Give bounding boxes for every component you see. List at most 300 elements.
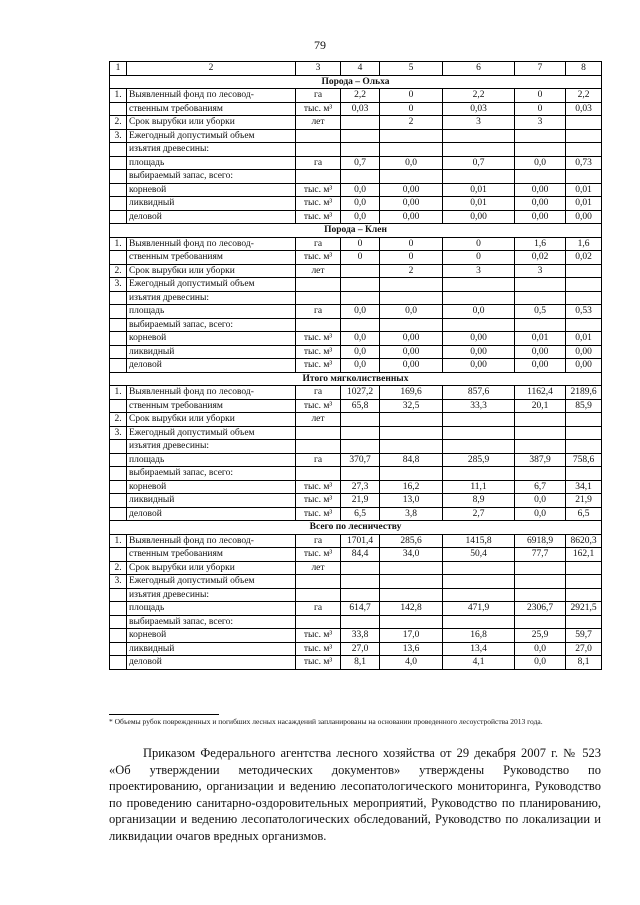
value-cell: 0,7 xyxy=(443,156,515,170)
row-number xyxy=(110,440,127,454)
value-cell xyxy=(443,426,515,440)
row-number xyxy=(110,156,127,170)
value-cell: 0 xyxy=(341,251,380,265)
row-unit xyxy=(296,318,341,332)
value-cell xyxy=(341,278,380,292)
value-cell xyxy=(566,291,602,305)
row-label: площадь xyxy=(127,305,296,319)
value-cell: 0,0 xyxy=(515,156,566,170)
row-number: 3. xyxy=(110,129,127,143)
table-row xyxy=(110,399,602,413)
value-cell: 1162,4 xyxy=(515,386,566,400)
value-cell: 1027,2 xyxy=(341,386,380,400)
value-cell xyxy=(566,588,602,602)
value-cell: 0 xyxy=(443,237,515,251)
value-cell: 0,0 xyxy=(341,305,380,319)
value-cell: 0 xyxy=(515,89,566,103)
row-unit: тыс. м³ xyxy=(296,332,341,346)
row-number xyxy=(110,453,127,467)
table-row xyxy=(110,656,602,670)
value-cell: 0,0 xyxy=(380,156,443,170)
value-cell xyxy=(515,467,566,481)
table-row xyxy=(110,413,602,427)
value-cell xyxy=(341,170,380,184)
value-cell: 16,8 xyxy=(443,629,515,643)
value-cell: 0,00 xyxy=(515,359,566,373)
value-cell: 8620,3 xyxy=(566,534,602,548)
value-cell xyxy=(341,291,380,305)
row-unit: га xyxy=(296,386,341,400)
value-cell: 84,8 xyxy=(380,453,443,467)
row-label: Выявленный фонд по лесовод- xyxy=(127,89,296,103)
value-cell: 0,0 xyxy=(341,345,380,359)
value-cell: 471,9 xyxy=(443,602,515,616)
row-label: Срок вырубки или уборки xyxy=(127,116,296,130)
value-cell xyxy=(566,426,602,440)
row-label: ликвидный xyxy=(127,642,296,656)
value-cell xyxy=(515,440,566,454)
row-label: Выявленный фонд по лесовод- xyxy=(127,534,296,548)
value-cell xyxy=(515,129,566,143)
table-row xyxy=(110,210,602,224)
table-row xyxy=(110,89,602,103)
value-cell xyxy=(566,129,602,143)
value-cell xyxy=(443,561,515,575)
value-cell xyxy=(515,615,566,629)
row-label: деловой xyxy=(127,210,296,224)
value-cell: 0 xyxy=(380,251,443,265)
section-title: Порода – Клен xyxy=(110,224,602,238)
row-number: 1. xyxy=(110,89,127,103)
value-cell xyxy=(380,129,443,143)
row-number: 1. xyxy=(110,386,127,400)
row-unit: га xyxy=(296,602,341,616)
value-cell xyxy=(341,318,380,332)
value-cell xyxy=(380,467,443,481)
value-cell: 2,2 xyxy=(443,89,515,103)
row-number xyxy=(110,332,127,346)
row-number xyxy=(110,251,127,265)
row-unit: тыс. м³ xyxy=(296,656,341,670)
value-cell xyxy=(443,291,515,305)
table-row xyxy=(110,102,602,116)
row-unit: тыс. м³ xyxy=(296,345,341,359)
row-number xyxy=(110,615,127,629)
table-row xyxy=(110,453,602,467)
value-cell xyxy=(341,615,380,629)
value-cell: 142,8 xyxy=(380,602,443,616)
value-cell xyxy=(380,575,443,589)
value-cell: 17,0 xyxy=(380,629,443,643)
row-number xyxy=(110,548,127,562)
value-cell: 16,2 xyxy=(380,480,443,494)
value-cell: 6918,9 xyxy=(515,534,566,548)
value-cell: 2,2 xyxy=(566,89,602,103)
value-cell xyxy=(566,264,602,278)
page-number: 79 xyxy=(314,38,326,52)
value-cell xyxy=(443,575,515,589)
value-cell: 1415,8 xyxy=(443,534,515,548)
value-cell: 3 xyxy=(443,264,515,278)
value-cell: 2 xyxy=(380,264,443,278)
row-label: корневой xyxy=(127,480,296,494)
value-cell xyxy=(566,413,602,427)
row-unit: тыс. м³ xyxy=(296,480,341,494)
value-cell xyxy=(566,440,602,454)
row-number xyxy=(110,588,127,602)
row-label: изъятия древесины: xyxy=(127,143,296,157)
value-cell: 0,01 xyxy=(443,183,515,197)
table-row xyxy=(110,480,602,494)
value-cell: 25,9 xyxy=(515,629,566,643)
value-cell xyxy=(515,575,566,589)
value-cell: 0,0 xyxy=(515,507,566,521)
row-label: корневой xyxy=(127,183,296,197)
row-unit: тыс. м³ xyxy=(296,102,341,116)
value-cell: 20,1 xyxy=(515,399,566,413)
value-cell xyxy=(566,467,602,481)
value-cell: 758,6 xyxy=(566,453,602,467)
row-label: ликвидный xyxy=(127,197,296,211)
row-label: площадь xyxy=(127,602,296,616)
row-number: 2. xyxy=(110,264,127,278)
row-label: изъятия древесины: xyxy=(127,588,296,602)
value-cell: 33,8 xyxy=(341,629,380,643)
value-cell xyxy=(443,318,515,332)
row-label: площадь xyxy=(127,156,296,170)
section-title: Всего по лесничеству xyxy=(110,521,602,535)
row-unit: тыс. м³ xyxy=(296,251,341,265)
table-row xyxy=(110,642,602,656)
body-paragraph xyxy=(109,745,601,844)
value-cell xyxy=(380,278,443,292)
column-number-row xyxy=(110,62,602,76)
row-number xyxy=(110,480,127,494)
row-number: 1. xyxy=(110,534,127,548)
row-number xyxy=(110,291,127,305)
row-number xyxy=(110,197,127,211)
section-header-row xyxy=(110,372,602,386)
table-row xyxy=(110,116,602,130)
value-cell: 8,1 xyxy=(341,656,380,670)
row-label: ликвидный xyxy=(127,494,296,508)
value-cell: 162,1 xyxy=(566,548,602,562)
value-cell xyxy=(341,588,380,602)
table-row xyxy=(110,197,602,211)
value-cell xyxy=(443,413,515,427)
value-cell xyxy=(443,440,515,454)
row-label: Срок вырубки или уборки xyxy=(127,264,296,278)
row-label: ственным требованиям xyxy=(127,548,296,562)
table-row xyxy=(110,332,602,346)
value-cell: 27,0 xyxy=(341,642,380,656)
value-cell: 0,00 xyxy=(380,345,443,359)
value-cell: 0,00 xyxy=(566,210,602,224)
row-number xyxy=(110,210,127,224)
value-cell: 33,3 xyxy=(443,399,515,413)
row-label: изъятия древесины: xyxy=(127,291,296,305)
value-cell: 0,00 xyxy=(443,210,515,224)
value-cell: 0,0 xyxy=(341,359,380,373)
value-cell: 2,2 xyxy=(341,89,380,103)
row-unit: тыс. м³ xyxy=(296,642,341,656)
value-cell: 0,00 xyxy=(515,210,566,224)
value-cell: 6,7 xyxy=(515,480,566,494)
footnote: * Объемы рубок поврежденных и погибших лесных насаждений запланированы на основании проведенного лесоустройства 2013 года. xyxy=(109,717,543,726)
value-cell: 285,9 xyxy=(443,453,515,467)
value-cell: 1,6 xyxy=(566,237,602,251)
row-unit xyxy=(296,588,341,602)
row-unit: лет xyxy=(296,116,341,130)
table-row xyxy=(110,548,602,562)
value-cell: 387,9 xyxy=(515,453,566,467)
value-cell xyxy=(341,129,380,143)
value-cell: 50,4 xyxy=(443,548,515,562)
value-cell xyxy=(341,413,380,427)
value-cell: 0,02 xyxy=(515,251,566,265)
table-row xyxy=(110,278,602,292)
value-cell: 0,0 xyxy=(341,210,380,224)
value-cell: 3,8 xyxy=(380,507,443,521)
value-cell: 2189,6 xyxy=(566,386,602,400)
value-cell: 13,4 xyxy=(443,642,515,656)
value-cell: 0 xyxy=(443,251,515,265)
value-cell: 0,73 xyxy=(566,156,602,170)
table-row xyxy=(110,426,602,440)
value-cell: 0,0 xyxy=(515,656,566,670)
table-row xyxy=(110,251,602,265)
value-cell xyxy=(380,561,443,575)
row-number xyxy=(110,170,127,184)
value-cell: 1,6 xyxy=(515,237,566,251)
row-unit xyxy=(296,129,341,143)
value-cell: 6,5 xyxy=(341,507,380,521)
value-cell xyxy=(566,278,602,292)
row-unit: га xyxy=(296,156,341,170)
table-row xyxy=(110,156,602,170)
table-row xyxy=(110,561,602,575)
table-row xyxy=(110,291,602,305)
row-label: выбираемый запас, всего: xyxy=(127,467,296,481)
row-number xyxy=(110,494,127,508)
col-header: 1 xyxy=(110,62,127,76)
row-label: площадь xyxy=(127,453,296,467)
value-cell: 0,00 xyxy=(380,197,443,211)
row-number xyxy=(110,102,127,116)
value-cell: 0,7 xyxy=(341,156,380,170)
value-cell: 0,00 xyxy=(566,359,602,373)
value-cell: 857,6 xyxy=(443,386,515,400)
value-cell: 0 xyxy=(380,237,443,251)
row-label: изъятия древесины: xyxy=(127,440,296,454)
value-cell: 169,6 xyxy=(380,386,443,400)
row-unit: тыс. м³ xyxy=(296,548,341,562)
section-title: Итого мягколиственных xyxy=(110,372,602,386)
value-cell: 34,1 xyxy=(566,480,602,494)
value-cell: 0,00 xyxy=(380,210,443,224)
row-number: 3. xyxy=(110,278,127,292)
row-number: 2. xyxy=(110,413,127,427)
row-unit: лет xyxy=(296,413,341,427)
value-cell: 13,0 xyxy=(380,494,443,508)
value-cell: 0 xyxy=(380,102,443,116)
row-label: корневой xyxy=(127,629,296,643)
value-cell: 85,9 xyxy=(566,399,602,413)
row-unit: тыс. м³ xyxy=(296,210,341,224)
table-row xyxy=(110,534,602,548)
value-cell xyxy=(380,615,443,629)
col-header: 6 xyxy=(443,62,515,76)
table-row xyxy=(110,386,602,400)
row-number xyxy=(110,507,127,521)
value-cell xyxy=(566,143,602,157)
row-label: Ежегодный допустимый объем xyxy=(127,426,296,440)
row-label: Выявленный фонд по лесовод- xyxy=(127,237,296,251)
row-label: Срок вырубки или уборки xyxy=(127,561,296,575)
row-label: деловой xyxy=(127,359,296,373)
value-cell xyxy=(566,170,602,184)
row-number xyxy=(110,143,127,157)
value-cell: 0,00 xyxy=(443,345,515,359)
value-cell xyxy=(341,264,380,278)
table-row xyxy=(110,494,602,508)
value-cell xyxy=(341,116,380,130)
col-header: 5 xyxy=(380,62,443,76)
value-cell: 2306,7 xyxy=(515,602,566,616)
value-cell: 0,0 xyxy=(341,197,380,211)
col-header: 2 xyxy=(127,62,296,76)
value-cell: 0,0 xyxy=(515,494,566,508)
row-label: ственным требованиям xyxy=(127,102,296,116)
value-cell: 0,53 xyxy=(566,305,602,319)
value-cell xyxy=(515,170,566,184)
table-row xyxy=(110,170,602,184)
value-cell: 0,01 xyxy=(515,332,566,346)
value-cell xyxy=(515,426,566,440)
col-header: 7 xyxy=(515,62,566,76)
row-label: Выявленный фонд по лесовод- xyxy=(127,386,296,400)
value-cell: 0,03 xyxy=(443,102,515,116)
value-cell xyxy=(341,575,380,589)
row-unit: га xyxy=(296,89,341,103)
row-number xyxy=(110,399,127,413)
row-label: Ежегодный допустимый объем xyxy=(127,129,296,143)
value-cell xyxy=(515,278,566,292)
row-label: выбираемый запас, всего: xyxy=(127,318,296,332)
row-label: деловой xyxy=(127,507,296,521)
value-cell xyxy=(341,143,380,157)
value-cell xyxy=(515,588,566,602)
value-cell xyxy=(566,615,602,629)
value-cell xyxy=(380,143,443,157)
row-number xyxy=(110,602,127,616)
row-number: 1. xyxy=(110,237,127,251)
value-cell xyxy=(515,318,566,332)
value-cell: 0,0 xyxy=(341,183,380,197)
value-cell xyxy=(443,588,515,602)
row-unit xyxy=(296,426,341,440)
value-cell: 3 xyxy=(515,116,566,130)
value-cell: 0,00 xyxy=(515,183,566,197)
value-cell xyxy=(443,170,515,184)
value-cell: 0,5 xyxy=(515,305,566,319)
row-number xyxy=(110,656,127,670)
value-cell: 77,7 xyxy=(515,548,566,562)
table-row xyxy=(110,345,602,359)
row-number: 3. xyxy=(110,426,127,440)
value-cell: 0,00 xyxy=(515,197,566,211)
table-row xyxy=(110,602,602,616)
value-cell: 0,00 xyxy=(380,183,443,197)
row-number xyxy=(110,183,127,197)
value-cell: 0,03 xyxy=(566,102,602,116)
value-cell: 13,6 xyxy=(380,642,443,656)
value-cell: 0 xyxy=(341,237,380,251)
value-cell xyxy=(380,170,443,184)
value-cell xyxy=(380,588,443,602)
value-cell xyxy=(341,561,380,575)
table-row xyxy=(110,359,602,373)
value-cell: 65,8 xyxy=(341,399,380,413)
value-cell: 84,4 xyxy=(341,548,380,562)
value-cell: 21,9 xyxy=(566,494,602,508)
value-cell xyxy=(566,575,602,589)
value-cell xyxy=(566,561,602,575)
value-cell xyxy=(380,426,443,440)
value-cell: 0,0 xyxy=(515,642,566,656)
table-row xyxy=(110,629,602,643)
row-unit xyxy=(296,291,341,305)
value-cell: 0,00 xyxy=(380,332,443,346)
table-row xyxy=(110,143,602,157)
table-row xyxy=(110,318,602,332)
table-row xyxy=(110,264,602,278)
row-unit xyxy=(296,170,341,184)
table-row xyxy=(110,588,602,602)
row-unit xyxy=(296,143,341,157)
value-cell xyxy=(566,116,602,130)
section-header-row xyxy=(110,75,602,89)
row-unit xyxy=(296,278,341,292)
value-cell: 0,00 xyxy=(380,359,443,373)
row-unit: лет xyxy=(296,561,341,575)
forest-fund-table xyxy=(109,61,602,670)
row-label: Ежегодный допустимый объем xyxy=(127,278,296,292)
value-cell: 2,7 xyxy=(443,507,515,521)
row-unit: тыс. м³ xyxy=(296,399,341,413)
row-number xyxy=(110,467,127,481)
value-cell: 0,03 xyxy=(341,102,380,116)
row-unit: га xyxy=(296,453,341,467)
row-unit: тыс. м³ xyxy=(296,359,341,373)
value-cell: 1701,4 xyxy=(341,534,380,548)
value-cell xyxy=(515,561,566,575)
value-cell xyxy=(443,143,515,157)
row-number xyxy=(110,345,127,359)
row-number: 2. xyxy=(110,561,127,575)
col-header: 3 xyxy=(296,62,341,76)
value-cell: 11,1 xyxy=(443,480,515,494)
row-number: 2. xyxy=(110,116,127,130)
value-cell: 0,0 xyxy=(380,305,443,319)
row-label: Ежегодный допустимый объем xyxy=(127,575,296,589)
value-cell: 0,00 xyxy=(566,345,602,359)
table-row xyxy=(110,237,602,251)
value-cell: 285,6 xyxy=(380,534,443,548)
value-cell: 0,0 xyxy=(443,305,515,319)
value-cell: 8,9 xyxy=(443,494,515,508)
value-cell xyxy=(380,291,443,305)
